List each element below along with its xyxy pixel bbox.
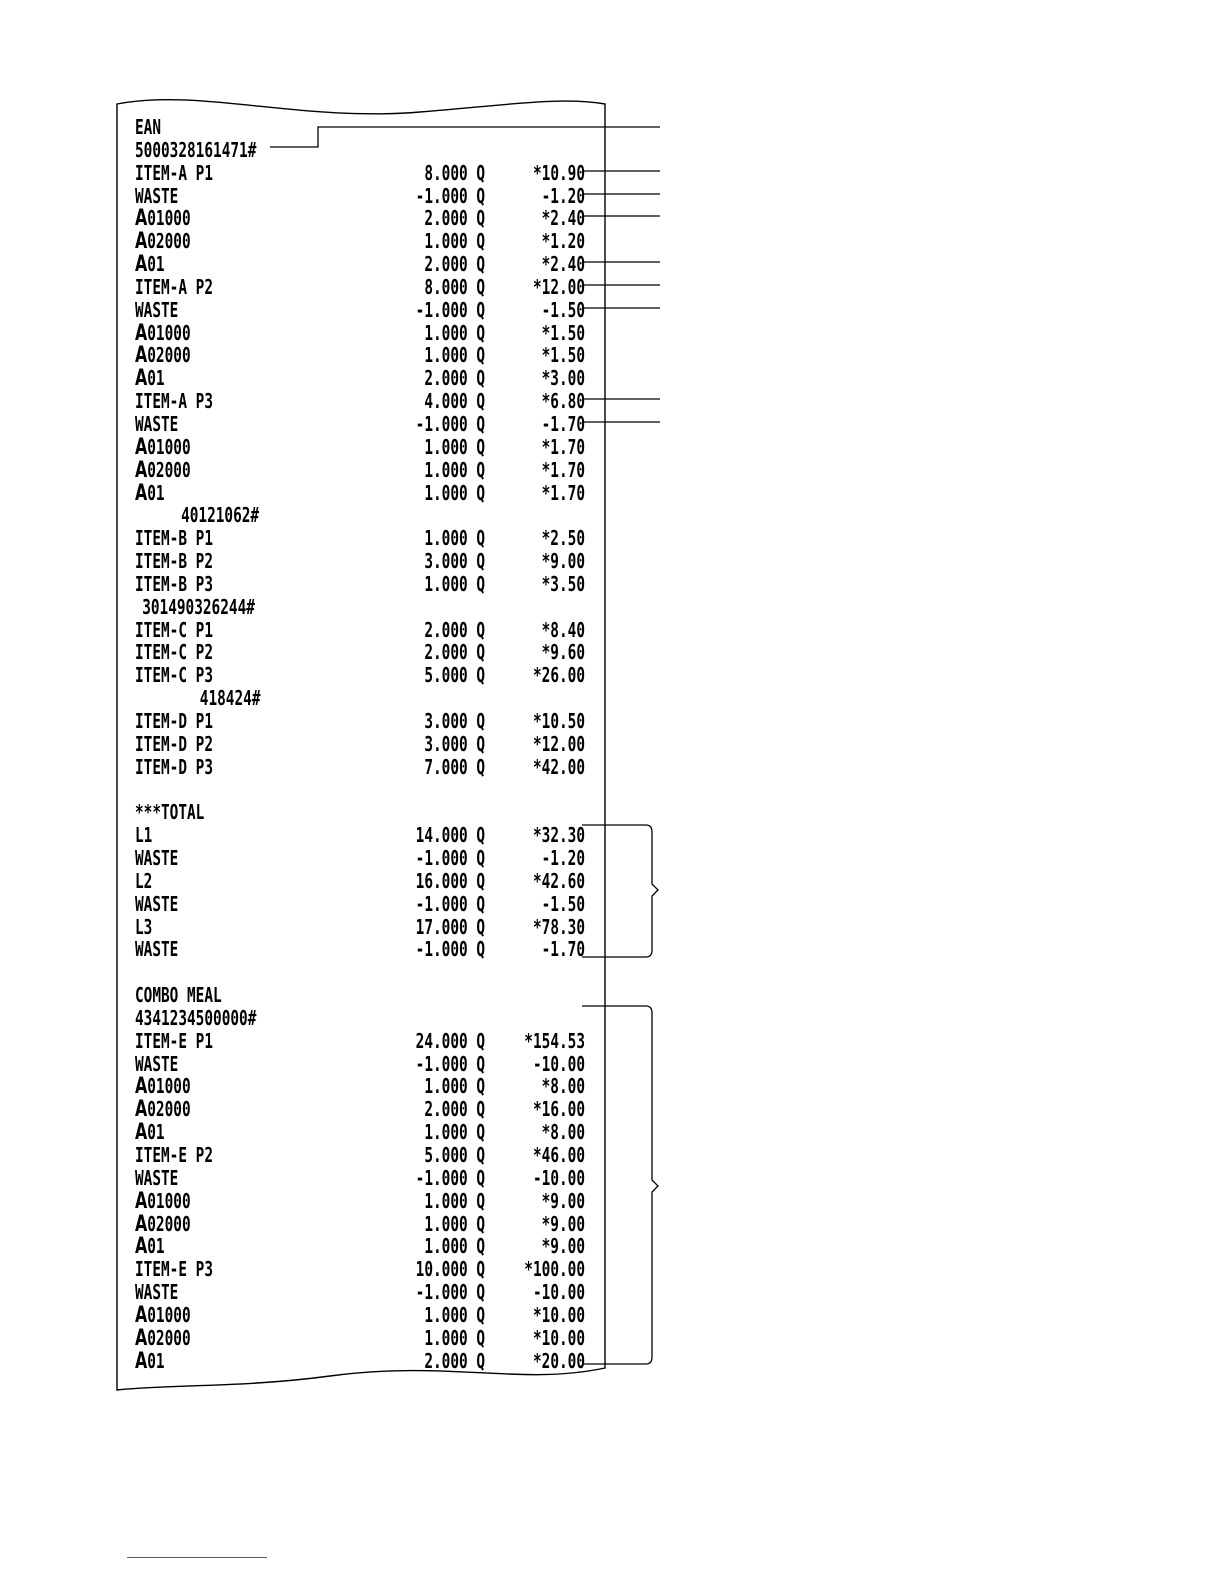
line-quantity: 1.000 Q [424, 320, 486, 345]
a-mark: A [135, 1348, 148, 1374]
line-amount: -10.00 [532, 1280, 585, 1305]
line-quantity: 1.000 Q [424, 1302, 486, 1327]
line-quantity: 1.000 Q [424, 434, 486, 459]
line-label [135, 573, 213, 596]
receipt-line [135, 619, 585, 642]
line-label-text: WASTE [135, 297, 179, 322]
line-label [135, 299, 178, 322]
line-amount: *2.40 [541, 206, 585, 231]
line-label-text: 01000 [147, 1074, 191, 1099]
receipt-line [135, 367, 585, 390]
receipt-line [135, 276, 585, 299]
a-mark: A [135, 1234, 148, 1260]
line-amount: *8.00 [541, 1074, 585, 1099]
line-quantity: 1.000 Q [424, 229, 486, 254]
line-quantity: -1.000 Q [415, 937, 486, 962]
line-amount: *12.00 [532, 274, 585, 299]
line-label [135, 253, 165, 277]
a-mark: A [135, 343, 148, 369]
line-quantity: 24.000 Q [415, 1028, 486, 1053]
line-quantity: 14.000 Q [415, 823, 486, 848]
line-amount: *2.40 [541, 252, 585, 277]
line-quantity: 5.000 Q [424, 1142, 486, 1167]
line-label-text: 01000 [147, 1302, 191, 1327]
line-label [135, 1098, 191, 1122]
line-label-text: 01 [147, 1234, 165, 1259]
line-quantity: 3.000 Q [424, 708, 486, 733]
line-amount: *9.60 [541, 640, 585, 665]
line-amount: -1.20 [541, 183, 585, 208]
a-mark: A [135, 1188, 148, 1214]
line-label [135, 1053, 178, 1076]
line-quantity: -1.000 Q [415, 1280, 486, 1305]
receipt-line [135, 984, 585, 1007]
line-amount: *32.30 [532, 823, 585, 848]
line-quantity: 2.000 Q [424, 252, 486, 277]
line-amount: *3.00 [541, 366, 585, 391]
line-label-text: 01000 [147, 434, 191, 459]
line-quantity: 1.000 Q [424, 571, 486, 596]
line-amount: -1.70 [541, 411, 585, 436]
receipt-line [135, 1075, 585, 1098]
line-label [135, 390, 213, 413]
line-label [135, 1327, 191, 1351]
receipt-line [135, 938, 585, 961]
line-quantity: 3.000 Q [424, 731, 486, 756]
line-amount: *1.50 [541, 320, 585, 345]
receipt-line [135, 550, 585, 573]
line-quantity: 16.000 Q [415, 868, 486, 893]
line-label-text: L3 [135, 914, 153, 939]
line-label-text: 02000 [147, 229, 191, 254]
line-amount: *78.30 [532, 914, 585, 939]
receipt-line [135, 299, 585, 322]
line-amount: -10.00 [532, 1165, 585, 1190]
receipt-line [135, 1098, 585, 1121]
a-mark: A [135, 320, 148, 346]
line-quantity: 5.000 Q [424, 663, 486, 688]
line-label-text: 01000 [147, 1188, 191, 1213]
line-label-text: 02000 [147, 1097, 191, 1122]
a-mark: A [135, 229, 148, 255]
line-label [135, 1121, 165, 1145]
line-label [135, 413, 178, 436]
line-quantity: 2.000 Q [424, 1348, 486, 1373]
line-amount: *9.00 [541, 1211, 585, 1236]
line-amount: *8.40 [541, 617, 585, 642]
receipt-line [135, 893, 585, 916]
receipt-line [135, 482, 585, 505]
line-label-text: WASTE [135, 891, 179, 916]
receipt-line [135, 1281, 585, 1304]
a-mark: A [135, 1211, 148, 1237]
line-label [135, 1167, 178, 1190]
line-label [135, 938, 178, 961]
line-label [200, 687, 261, 710]
line-quantity: -1.000 Q [415, 297, 486, 322]
line-label [135, 801, 204, 824]
receipt-line [135, 1235, 585, 1258]
line-label-text: 418424# [199, 686, 261, 711]
line-label [135, 459, 191, 483]
line-quantity: -1.000 Q [415, 1051, 486, 1076]
line-label-text: ITEM-B P3 [135, 571, 214, 596]
line-label-text: ITEM-C P3 [135, 663, 214, 688]
line-label [142, 596, 255, 619]
a-mark: A [135, 1074, 148, 1100]
line-label-text: WASTE [135, 183, 179, 208]
line-label [135, 1281, 178, 1304]
line-label [135, 116, 161, 139]
receipt-line [135, 436, 585, 459]
line-label-text: ITEM-D P3 [135, 754, 214, 779]
a-mark: A [135, 1120, 148, 1146]
line-label-text: ITEM-B P1 [135, 526, 214, 551]
receipt-line [135, 641, 585, 664]
line-label [135, 756, 213, 779]
line-label [135, 230, 191, 254]
receipt-line [135, 253, 585, 276]
line-label-text: ITEM-C P1 [135, 617, 214, 642]
line-quantity: 1.000 Q [424, 480, 486, 505]
line-label-text: ITEM-D P2 [135, 731, 214, 756]
line-label [135, 276, 213, 299]
line-label-text: 02000 [147, 343, 191, 368]
line-quantity: 8.000 Q [424, 160, 486, 185]
line-label [135, 641, 213, 664]
line-label [135, 344, 191, 368]
line-quantity: 4.000 Q [424, 389, 486, 414]
line-label-text: 5000328161471# [135, 137, 257, 162]
line-quantity: -1.000 Q [415, 891, 486, 916]
line-label [135, 1213, 191, 1237]
line-label-text: 40121062# [181, 503, 260, 528]
a-mark: A [135, 457, 148, 483]
receipt-line [135, 1327, 585, 1350]
line-label [181, 504, 259, 527]
line-quantity: 17.000 Q [415, 914, 486, 939]
line-label [135, 1350, 165, 1374]
line-label [135, 1258, 213, 1281]
line-amount: -1.70 [541, 937, 585, 962]
line-amount: *8.00 [541, 1120, 585, 1145]
line-amount: *26.00 [532, 663, 585, 688]
line-amount: -1.50 [541, 891, 585, 916]
line-amount: -10.00 [532, 1051, 585, 1076]
line-label-text: ITEM-C P2 [135, 640, 214, 665]
receipt-line [135, 870, 585, 893]
line-label-text: 01 [147, 252, 165, 277]
line-label-text: WASTE [135, 1051, 179, 1076]
line-label [135, 847, 178, 870]
line-amount: *6.80 [541, 389, 585, 414]
receipt-line [135, 413, 585, 436]
line-label-text: EAN [135, 115, 162, 139]
receipt-line [135, 664, 585, 687]
line-label-text: ITEM-E P1 [135, 1028, 214, 1053]
line-label-text: WASTE [135, 1165, 179, 1190]
line-label-text: 01 [147, 1348, 165, 1373]
line-amount: *154.53 [524, 1028, 585, 1053]
line-amount: -1.50 [541, 297, 585, 322]
a-mark: A [135, 1097, 148, 1123]
line-amount: *16.00 [532, 1097, 585, 1122]
receipt-line [135, 1053, 585, 1076]
line-amount: *9.00 [541, 1234, 585, 1259]
receipt-line [135, 390, 585, 413]
line-label [135, 984, 222, 1007]
line-label-text: WASTE [135, 411, 179, 436]
receipt-line [135, 344, 585, 367]
line-quantity: 1.000 Q [424, 1188, 486, 1213]
receipt-line [135, 1350, 585, 1373]
line-amount: *3.50 [541, 571, 585, 596]
line-label [135, 1007, 256, 1030]
line-quantity: -1.000 Q [415, 1165, 486, 1190]
line-label [135, 322, 191, 346]
line-quantity: 8.000 Q [424, 274, 486, 299]
line-quantity: -1.000 Q [415, 411, 486, 436]
line-label [135, 1030, 213, 1053]
line-label-text: ITEM-E P3 [135, 1257, 214, 1282]
line-amount: *10.50 [532, 708, 585, 733]
receipt-line [135, 116, 585, 139]
receipt-line [135, 1007, 585, 1030]
line-label-text: 01 [147, 480, 165, 505]
receipt-line [135, 230, 585, 253]
line-label [135, 664, 213, 687]
receipt-line [135, 162, 585, 185]
receipt-line [135, 573, 585, 596]
line-quantity: 7.000 Q [424, 754, 486, 779]
line-amount: *42.00 [532, 754, 585, 779]
line-quantity: 1.000 Q [424, 1074, 486, 1099]
receipt-line [135, 801, 585, 824]
line-amount: -1.20 [541, 846, 585, 870]
line-label [135, 870, 152, 893]
line-label-text: ITEM-D P1 [135, 708, 214, 733]
receipt-line [135, 1167, 585, 1190]
receipt-line [135, 733, 585, 756]
line-quantity: 2.000 Q [424, 366, 486, 391]
receipt-line [135, 1121, 585, 1144]
line-quantity: 1.000 Q [424, 457, 486, 482]
line-amount: *42.60 [532, 868, 585, 893]
line-quantity: 10.000 Q [415, 1257, 486, 1282]
receipt-line [135, 322, 585, 345]
line-label-text: L1 [135, 823, 153, 848]
a-mark: A [135, 1302, 148, 1328]
receipt-line [135, 504, 585, 527]
line-quantity: 1.000 Q [424, 1120, 486, 1145]
line-label [135, 436, 191, 460]
line-label [135, 367, 165, 391]
receipt-line [135, 1258, 585, 1281]
line-label-text: 02000 [147, 457, 191, 482]
line-amount: *1.50 [541, 343, 585, 368]
line-label [135, 733, 213, 756]
line-quantity: 3.000 Q [424, 549, 486, 574]
line-quantity: 1.000 Q [424, 1234, 486, 1259]
receipt-line [135, 1030, 585, 1053]
line-amount: *9.00 [541, 549, 585, 574]
line-label [135, 1304, 191, 1328]
line-label [135, 550, 213, 573]
a-mark: A [135, 206, 148, 232]
line-label [135, 139, 256, 162]
line-amount: *10.00 [532, 1325, 585, 1350]
line-label-text: 02000 [147, 1211, 191, 1236]
line-label-text: 01 [147, 1120, 165, 1145]
line-label-text: L2 [135, 868, 153, 893]
line-label [135, 527, 213, 550]
receipt-line [135, 185, 585, 208]
line-label-text: WASTE [135, 937, 179, 962]
receipt-line [135, 459, 585, 482]
line-label [135, 893, 178, 916]
receipt-blank-line [135, 778, 585, 801]
line-label-text: 02000 [147, 1325, 191, 1350]
line-amount: *100.00 [524, 1257, 585, 1282]
line-label [135, 1235, 165, 1259]
receipt-line [135, 710, 585, 733]
line-amount: *46.00 [532, 1142, 585, 1167]
receipt-line [135, 1144, 585, 1167]
line-label-text: WASTE [135, 1280, 179, 1305]
receipt-line [135, 916, 585, 939]
line-amount: *1.70 [541, 434, 585, 459]
receipt-blank-line [135, 961, 585, 984]
line-label-text: WASTE [135, 846, 179, 870]
line-label-text: 01000 [147, 320, 191, 345]
line-label-text: ITEM-A P1 [135, 160, 214, 185]
line-quantity: 2.000 Q [424, 617, 486, 642]
receipt-line [135, 1304, 585, 1327]
line-label [135, 207, 191, 231]
a-mark: A [135, 252, 148, 278]
receipt-line [135, 527, 585, 550]
line-amount: *20.00 [532, 1348, 585, 1373]
receipt-line [135, 207, 585, 230]
line-quantity: 1.000 Q [424, 343, 486, 368]
receipt-line [135, 756, 585, 779]
receipt-line [135, 1213, 585, 1236]
line-label-text: ITEM-A P2 [135, 274, 214, 299]
line-amount: *10.90 [532, 160, 585, 185]
line-quantity: 2.000 Q [424, 640, 486, 665]
line-amount: *10.00 [532, 1302, 585, 1327]
line-quantity: 1.000 Q [424, 526, 486, 551]
line-label-text: ITEM-B P2 [135, 549, 214, 574]
line-label-text: ***TOTAL [135, 800, 205, 825]
line-label [135, 824, 152, 847]
line-quantity: 2.000 Q [424, 206, 486, 231]
receipt-line [135, 847, 585, 870]
line-label [135, 710, 213, 733]
line-label [135, 1144, 213, 1167]
a-mark: A [135, 366, 148, 392]
line-quantity: 1.000 Q [424, 1325, 486, 1350]
a-mark: A [135, 434, 148, 460]
line-label [135, 185, 178, 208]
receipt-line [135, 687, 585, 710]
a-mark: A [135, 480, 148, 506]
receipt-line [135, 1190, 585, 1213]
line-label-text: 4341234500000# [135, 1005, 257, 1030]
receipt-line [135, 596, 585, 619]
line-label-text: 301490326244# [142, 594, 255, 619]
footer-rule [127, 1557, 267, 1558]
line-amount: *1.20 [541, 229, 585, 254]
line-amount: *1.70 [541, 480, 585, 505]
line-amount: *12.00 [532, 731, 585, 756]
line-label [135, 1190, 191, 1214]
line-label [135, 916, 152, 939]
line-label [135, 162, 213, 185]
line-label-text: ITEM-E P2 [135, 1142, 214, 1167]
a-mark: A [135, 1325, 148, 1351]
line-label [135, 619, 213, 642]
receipt-line [135, 824, 585, 847]
line-amount: *2.50 [541, 526, 585, 551]
line-label-text: ITEM-A P3 [135, 389, 214, 414]
receipt-line [135, 139, 585, 162]
line-amount: *9.00 [541, 1188, 585, 1213]
line-label-text: 01 [147, 366, 165, 391]
line-label [135, 1075, 191, 1099]
line-label [135, 482, 165, 506]
line-quantity: 1.000 Q [424, 1211, 486, 1236]
line-quantity: -1.000 Q [415, 183, 486, 208]
line-label-text: 01000 [147, 206, 191, 231]
line-amount: *1.70 [541, 457, 585, 482]
line-quantity: -1.000 Q [415, 846, 486, 870]
receipt-body [135, 116, 585, 1372]
line-label-text: COMBO MEAL [135, 983, 222, 1008]
line-quantity: 2.000 Q [424, 1097, 486, 1122]
